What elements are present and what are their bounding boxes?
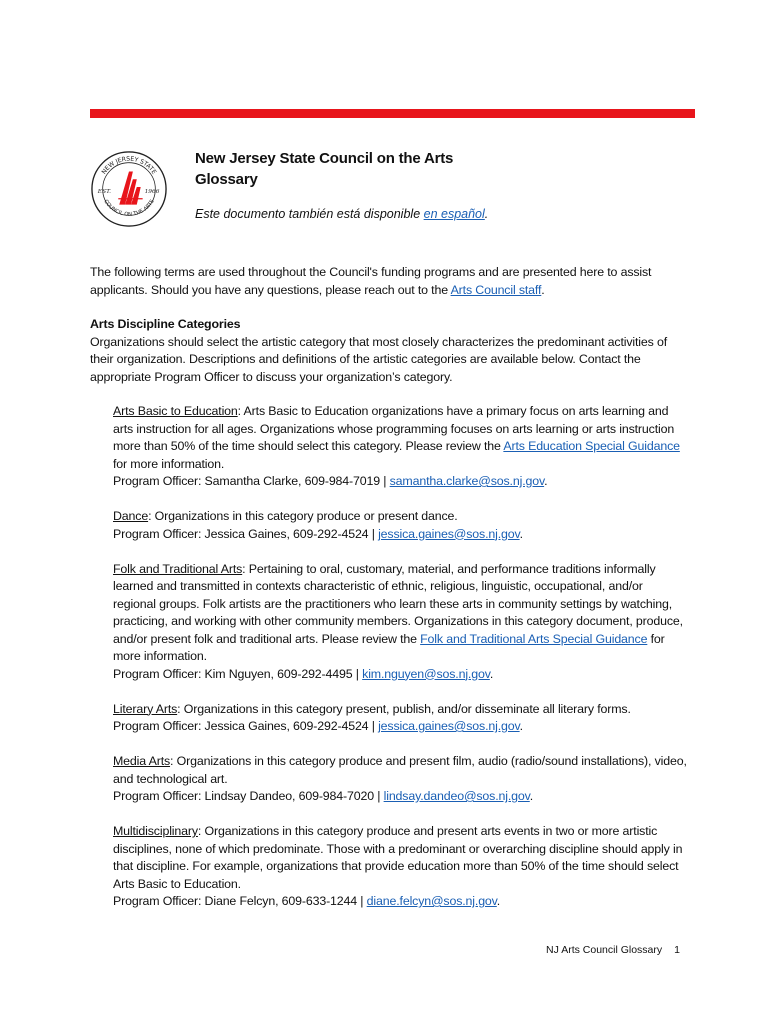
entry-description-end: for more information. xyxy=(113,456,225,471)
program-officer: Program Officer: Kim Nguyen, 609-292-4495 | xyxy=(113,666,363,681)
spanish-note-end: . xyxy=(484,207,489,221)
entry-description: : Organizations in this category present, publish, and/or disseminate all literary forms. xyxy=(177,701,631,716)
document-title xyxy=(195,148,675,190)
footer-label: NJ Arts Council Glossary xyxy=(546,944,663,956)
header-red-bar xyxy=(90,109,695,118)
officer-end: . xyxy=(544,474,548,488)
glossary-entry-literary-arts xyxy=(113,701,688,736)
section-heading: Arts Discipline Categories xyxy=(90,317,241,331)
document-header xyxy=(195,148,675,222)
intro-end: . xyxy=(541,282,545,297)
officer-end: . xyxy=(519,526,523,541)
spanish-note-text: Este documento también está disponible xyxy=(195,207,424,221)
entry-description: : Arts Basic to Education organizations have a primary focus on arts learning and arts instruction for all ages. Organizations whose programming focuses on arts learning or arts instruction more than 50% of the time should select this category. Please review the xyxy=(113,404,675,453)
logo-est: EST. xyxy=(97,188,111,195)
officer-end: . xyxy=(529,789,534,803)
logo-emblem xyxy=(118,171,142,204)
officer-email-link[interactable]: diane.felcyn@sos.nj.gov xyxy=(366,894,497,908)
glossary-entry-folk-and-traditional-arts xyxy=(113,561,688,684)
page-footer xyxy=(546,944,680,956)
logo-year: 1966 xyxy=(144,188,160,195)
glossary-entry-dance xyxy=(113,508,688,543)
entry-description: : Organizations in this category produce or present dance. xyxy=(148,509,458,523)
entry-term: Multidisciplinary xyxy=(113,824,198,838)
title-line-2: Glossary xyxy=(195,171,258,188)
spanish-version-link[interactable]: en español xyxy=(423,207,485,221)
entry-term: Dance xyxy=(113,509,149,523)
intro-text: The following terms are used throughout the Council's funding programs and are presented here to assist applicants. Should you have any questions, please reach out to the xyxy=(90,265,652,297)
title-line-1: New Jersey State Council on the Arts xyxy=(195,150,454,167)
logo-bottom-text: COUNCIL ON THE ARTS xyxy=(102,198,156,218)
officer-email-link[interactable]: kim.nguyen@sos.nj.gov xyxy=(362,666,490,681)
officer-end: . xyxy=(496,894,501,908)
glossary-entry-media-arts xyxy=(113,753,688,806)
glossary-entry-multidisciplinary xyxy=(113,823,688,911)
arts-education-guidance-link[interactable]: Arts Education Special Guidance xyxy=(503,439,680,453)
entry-term: Arts Basic to Education xyxy=(113,404,238,418)
officer-end: . xyxy=(489,666,494,681)
program-officer: Program Officer: Lindsay Dandeo, 609-984-7020 | xyxy=(113,789,384,803)
entry-description: : Pertaining to oral, customary, material, and performance traditions informally learned and transmitted in contexts characteristic of ethnic, religious, linguistic, occupational, and/or regional groups. Folk artists are the practitioners who learn these arts in community settings by watching, practicing, and working with other community members. Organizations in this category document, produce, and/or present folk and traditional arts. Please review the xyxy=(113,561,683,646)
folk-arts-guidance-link[interactable]: Folk and Traditional Arts Special Guidance xyxy=(420,631,648,646)
program-officer: Program Officer: Jessica Gaines, 609-292-4524 | xyxy=(113,719,379,733)
officer-email-link[interactable]: samantha.clarke@sos.nj.gov xyxy=(389,474,545,488)
entry-description: : Organizations in this category produce and present arts events in two or more artistic disciplines, none of which predominate. Those with a predominant or overarching discipline should apply in that discipline. For example, organizations that provide education more than 50% of the time should select Arts Basic to Education. xyxy=(113,824,683,891)
arts-discipline-section xyxy=(90,316,690,386)
entry-term: Folk and Traditional Arts xyxy=(113,561,243,576)
glossary-entry-arts-basic-to-education xyxy=(113,403,688,491)
program-officer: Program Officer: Jessica Gaines, 609-292-4524 | xyxy=(113,526,379,541)
officer-end: . xyxy=(519,719,523,733)
entry-term: Literary Arts xyxy=(113,701,178,716)
entry-description-end: for more information. xyxy=(113,631,665,663)
arts-council-staff-link[interactable]: Arts Council staff xyxy=(450,282,542,297)
entry-description: : Organizations in this category produce and present film, audio (radio/sound installations), video, and technological art. xyxy=(113,754,687,786)
officer-email-link[interactable]: jessica.gaines@sos.nj.gov xyxy=(378,526,520,541)
officer-email-link[interactable]: lindsay.dandeo@sos.nj.gov xyxy=(383,789,530,803)
program-officer: Program Officer: Samantha Clarke, 609-984-7019 | xyxy=(113,474,390,488)
entry-term: Media Arts xyxy=(113,754,171,768)
nj-arts-council-logo xyxy=(90,150,168,228)
intro-paragraph xyxy=(90,264,690,299)
program-officer: Program Officer: Diane Felcyn, 609-633-1244 | xyxy=(113,894,367,908)
officer-email-link[interactable]: jessica.gaines@sos.nj.gov xyxy=(378,719,520,733)
spanish-availability-note xyxy=(195,206,675,222)
section-description: Organizations should select the artistic category that most closely characterizes the predominant activities of their organization. Descriptions and definitions of the artistic categories are available below. Contact the appropriate Program Officer to discuss your organization’s category. xyxy=(90,334,668,384)
logo-top-text: NEW JERSEY STATE xyxy=(100,155,158,176)
discipline-entries xyxy=(113,403,688,928)
page-number: 1 xyxy=(674,944,680,956)
